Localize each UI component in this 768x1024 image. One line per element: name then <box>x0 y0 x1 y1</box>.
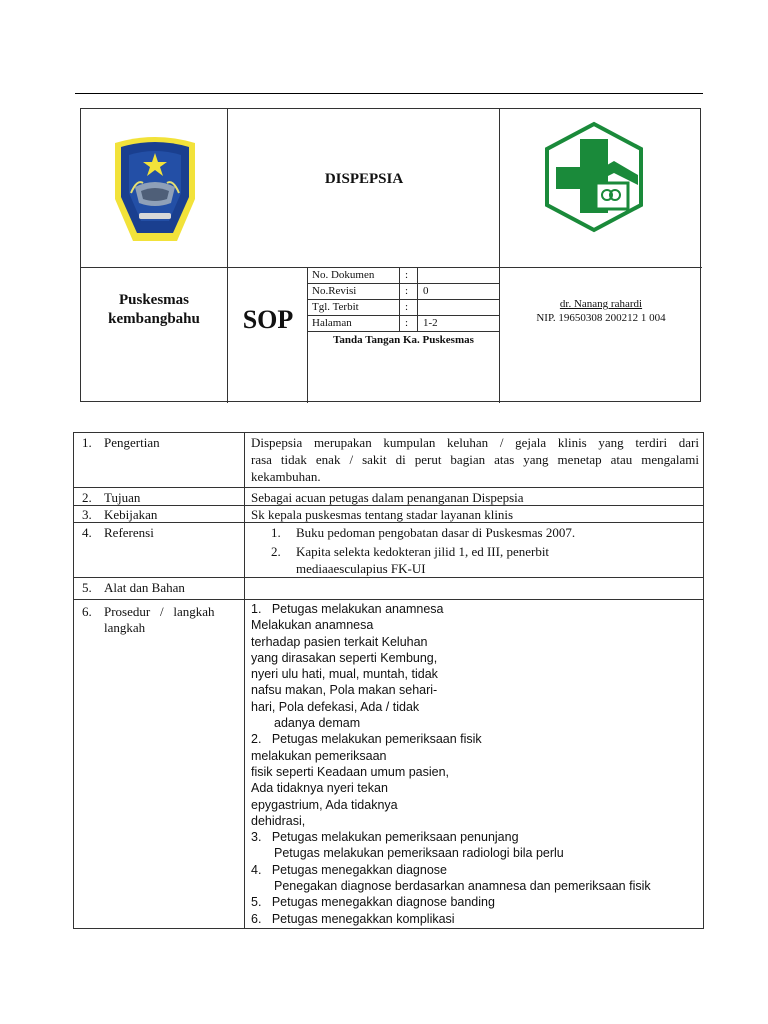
revision-sep: : <box>405 285 409 297</box>
regency-emblem-logo <box>107 129 203 247</box>
procedure-line: adanya demam <box>274 716 361 731</box>
doc-number-sep: : <box>405 269 409 281</box>
procedure-line: Penegakan diagnose berdasarkan anamnesa dan pemeriksaan fisik <box>274 879 651 894</box>
document-title: DISPEPSIA <box>324 171 404 187</box>
reference-item: 2. Kapita selekta kedokteran jilid 1, ed III, penerbit mediaaesculapius FK-UI <box>271 544 550 576</box>
row-label-referensi: 4. Referensi <box>82 525 154 540</box>
row-label-kebijakan: 3. Kebijakan <box>82 507 158 522</box>
revision-value: 0 <box>423 285 429 297</box>
page-sep: : <box>405 317 409 329</box>
procedure-line: terhadap pasien terkait Keluhan <box>251 634 428 649</box>
signature-label: Tanda Tangan Ka. Puskesmas <box>333 334 474 346</box>
puskesmas-logo <box>540 121 648 233</box>
procedure-steps <box>251 601 701 927</box>
procedure-line: melakukan pemeriksaan <box>251 748 387 763</box>
procedure-line: dehidrasi, <box>251 813 306 828</box>
sop-content-table <box>73 432 704 929</box>
procedure-step: 5. Petugas menegakkan diagnose banding <box>251 895 495 910</box>
sop-header <box>80 108 701 402</box>
page-value: 1-2 <box>423 317 438 329</box>
procedure-step: 2. Petugas melakukan pemeriksaan fisik <box>251 732 482 747</box>
procedure-line: nyeri ulu hati, mual, muntah, tidak <box>251 667 438 682</box>
row-label-prosedur: 6. Prosedur / langkah langkah <box>82 604 215 635</box>
procedure-step: 6. Petugas menegakkan komplikasi <box>251 911 455 926</box>
procedure-line: hari, Pola defekasi, Ada / tidak <box>251 699 420 714</box>
issue-date-sep: : <box>405 301 409 313</box>
procedure-step: 1. Petugas melakukan anamnesa <box>251 602 444 616</box>
row-label-pengertian: 1. Pengertian <box>82 435 160 450</box>
page-label: Halaman <box>312 317 352 329</box>
procedure-line: epygastrium, Ada tidaknya <box>251 797 398 812</box>
procedure-line: Ada tidaknya nyeri tekan <box>251 781 388 796</box>
procedure-line: Melakukan anamnesa <box>251 618 374 633</box>
procedure-step: 4. Petugas menegakkan diagnose <box>251 862 447 877</box>
row-label-alat-bahan: 5. Alat dan Bahan <box>82 580 185 595</box>
reference-item: 1. Buku pedoman pengobatan dasar di Puskesmas 2007. <box>271 525 576 540</box>
procedure-step: 3. Petugas melakukan pemeriksaan penunjang <box>251 830 519 845</box>
row-content-kebijakan: Sk kepala puskesmas tentang stadar layanan klinis <box>251 507 514 522</box>
row-content-pengertian: Dispepsia merupakan kumpulan keluhan / gejala klinis yang terdiri dari rasa tidak enak / sakit di perut bagian atas yang menetap atau mengalami kekambuhan. <box>251 435 699 484</box>
sop-label: SOP <box>242 305 294 334</box>
signer-nip: NIP. 19650308 200212 1 004 <box>536 312 666 324</box>
procedure-line: yang dirasakan seperti Kembung, <box>251 650 438 665</box>
row-content-tujuan: Sebagai acuan petugas dalam penanganan Dispepsia <box>251 490 524 505</box>
signer-name: dr. Nanang rahardi <box>559 298 643 310</box>
procedure-line: nafsu makan, Pola makan sehari- <box>251 683 438 698</box>
procedure-line: fisik seperti Keadaan umum pasien, <box>251 764 450 779</box>
row-label-tujuan: 2. Tujuan <box>82 490 141 505</box>
revision-label: No.Revisi <box>312 285 357 297</box>
top-rule <box>75 93 703 94</box>
procedure-line: Petugas melakukan pemeriksaan radiologi bila perlu <box>274 846 564 861</box>
document-info-table <box>308 267 499 339</box>
signer-block <box>500 297 702 325</box>
issue-date-label: Tgl. Terbit <box>312 301 359 313</box>
organization-name: Puskesmas kembangbahu <box>108 292 200 327</box>
doc-number-label: No. Dokumen <box>312 269 375 281</box>
